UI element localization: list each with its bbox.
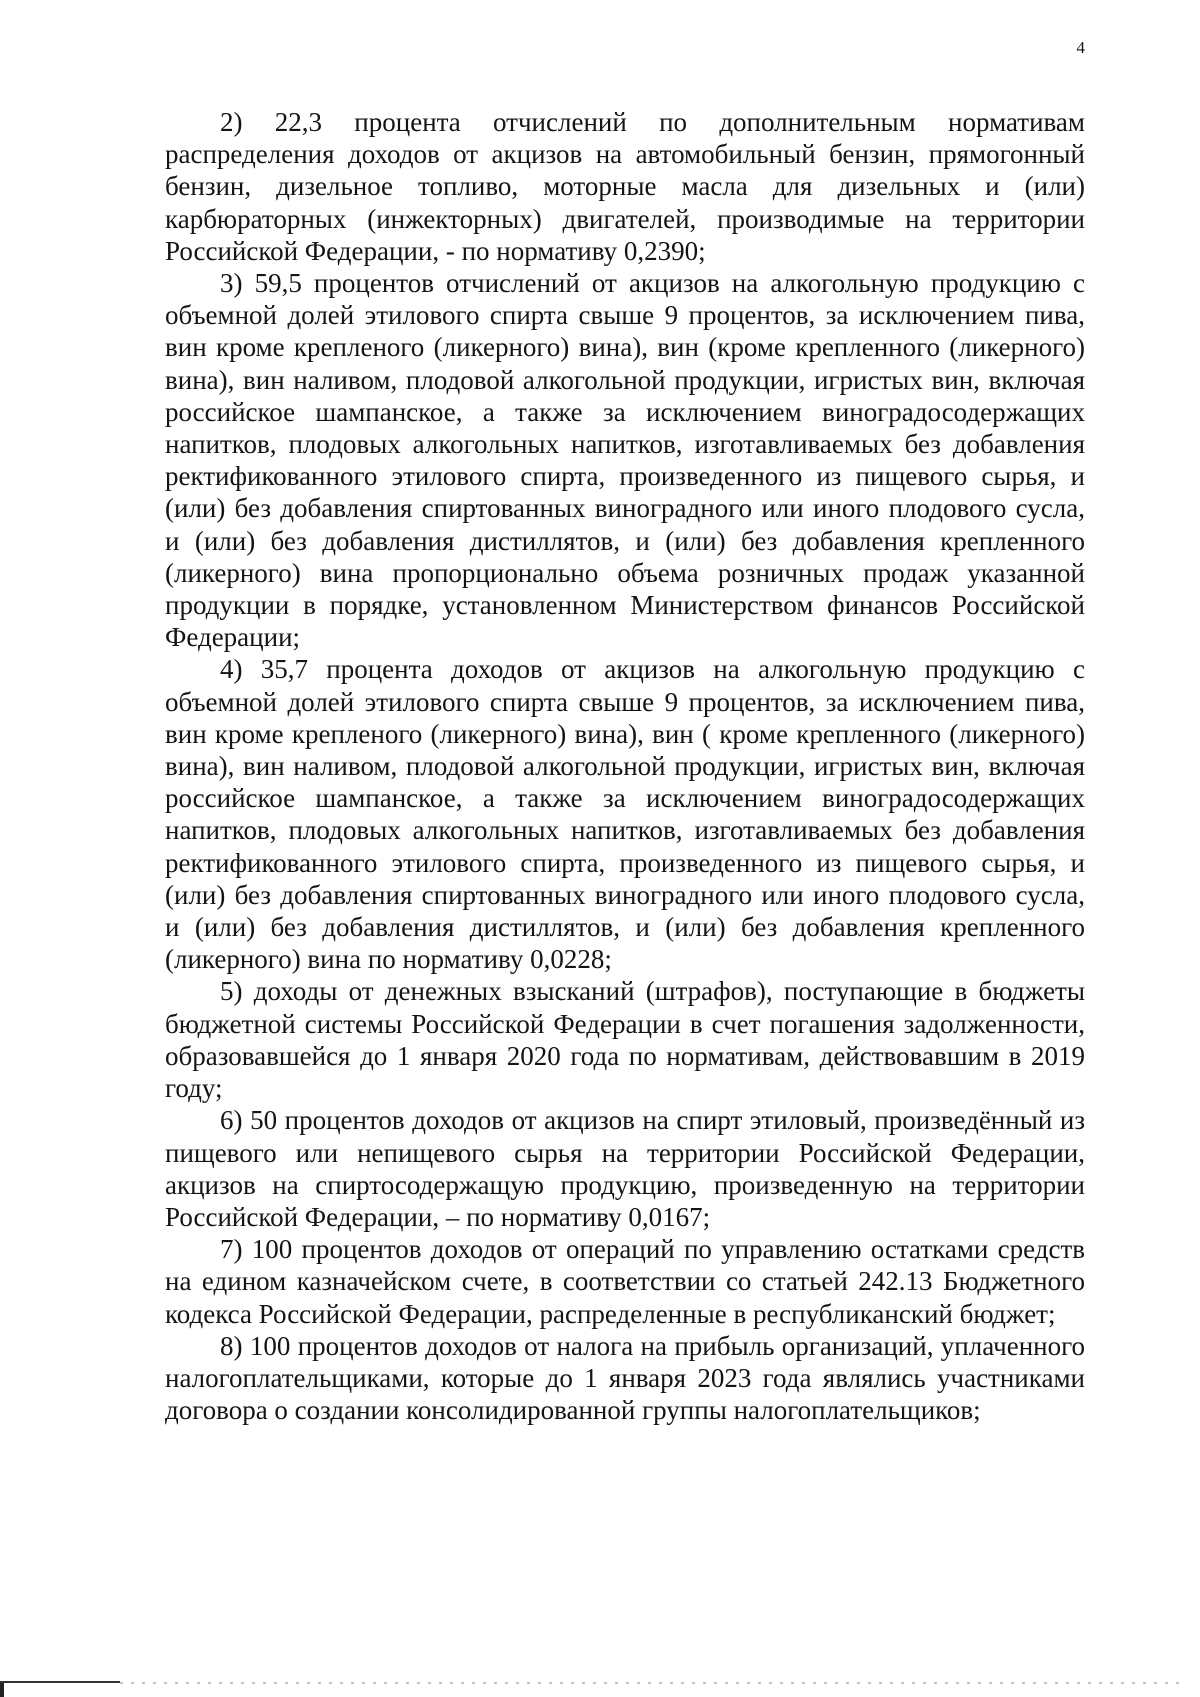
paragraph-item-5: 5) доходы от денежных взысканий (штрафов), поступающие в бюджеты бюджетной системы Российской Федерации в счет погашения задолженности, образовавшейся до 1 января 2020 года по нормативам, действовавшим в 2019 году; [165,976,1085,1104]
scan-corner-mark [0,1681,4,1697]
paragraph-item-2: 2) 22,3 процента отчислений по дополнительным нормативам распределения доходов от акцизов на автомобильный бензин, прямогонный бензин, дизельное топливо, моторные масла для дизельных и (или) карбюраторных (инжекторных) двигателей, производимые на территории Российской Федерации, - по нормативу 0,2390; [165,107,1085,266]
paragraph-item-4: 4) 35,7 процента доходов от акцизов на алкогольную продукцию с объемной долей этилового спирта свыше 9 процентов, за исключением пива, вин кроме крепленого (ликерного) вина), вин ( кроме крепленного (ликерного) вина), вин наливом, плодовой алкогольной продукции, игристых вин, включая российское шампанское, а также за исключением виноградосодержащих напитков, плодовых алкогольных напитков, изготавливаемых без добавления ректификованного этилового спирта, произведенного из пищевого сырья, и (или) без добавления спиртованных виноградного или иного плодового сусла, и (или) без добавления дистиллятов, и (или) без добавления крепленного (ликерного) вина по нормативу 0,0228; [165,654,1085,975]
scan-edge-line [0,1681,120,1683]
paragraph-item-3: 3) 59,5 процентов отчислений от акцизов на алкогольную продукцию с объемной долей этилового спирта свыше 9 процентов, за исключением пива, вин кроме крепленого (ликерного) вина), вин (кроме крепленного (ликерного) вина), вин наливом, плодовой алкогольной продукции, игристых вин, включая российское шампанское, а также за исключением виноградосодержащих напитков, плодовых алкогольных напитков, изготавливаемых без добавления ректификованного этилового спирта, произведенного из пищевого сырья, и (или) без добавления спиртованных виноградного или иного плодового сусла, и (или) без добавления дистиллятов, и (или) без добавления крепленного (ликерного) вина пропорционально объема розничных продаж указанной продукции в порядке, установленном Министерством финансов Российской Федерации; [165,268,1085,653]
paragraph-item-8: 8) 100 процентов доходов от налога на прибыль организаций, уплаченного налогоплательщиками, которые до 1 января 2023 года являлись участниками договора о создании консолидированной группы налогоплательщиков; [165,1330,1085,1426]
scan-edge-artifact [0,1677,1200,1697]
paragraph-item-6: 6) 50 процентов доходов от акцизов на спирт этиловый, произведённый из пищевого или непищевого сырья на территории Российской Федерации, акцизов на спиртосодержащую продукцию, произведенную на территории Российской Федерации, – по нормативу 0,0167; [165,1105,1085,1232]
scan-edge-noise [120,1682,1180,1684]
page-number: 4 [1076,38,1085,57]
document-body [165,106,1085,1426]
paragraph-item-7: 7) 100 процентов доходов от операций по управлению остатками средств на едином казначейском счете, в соответствии со статьей 242.13 Бюджетного кодекса Российской Федерации, распределенные в республиканский бюджет; [165,1234,1085,1329]
